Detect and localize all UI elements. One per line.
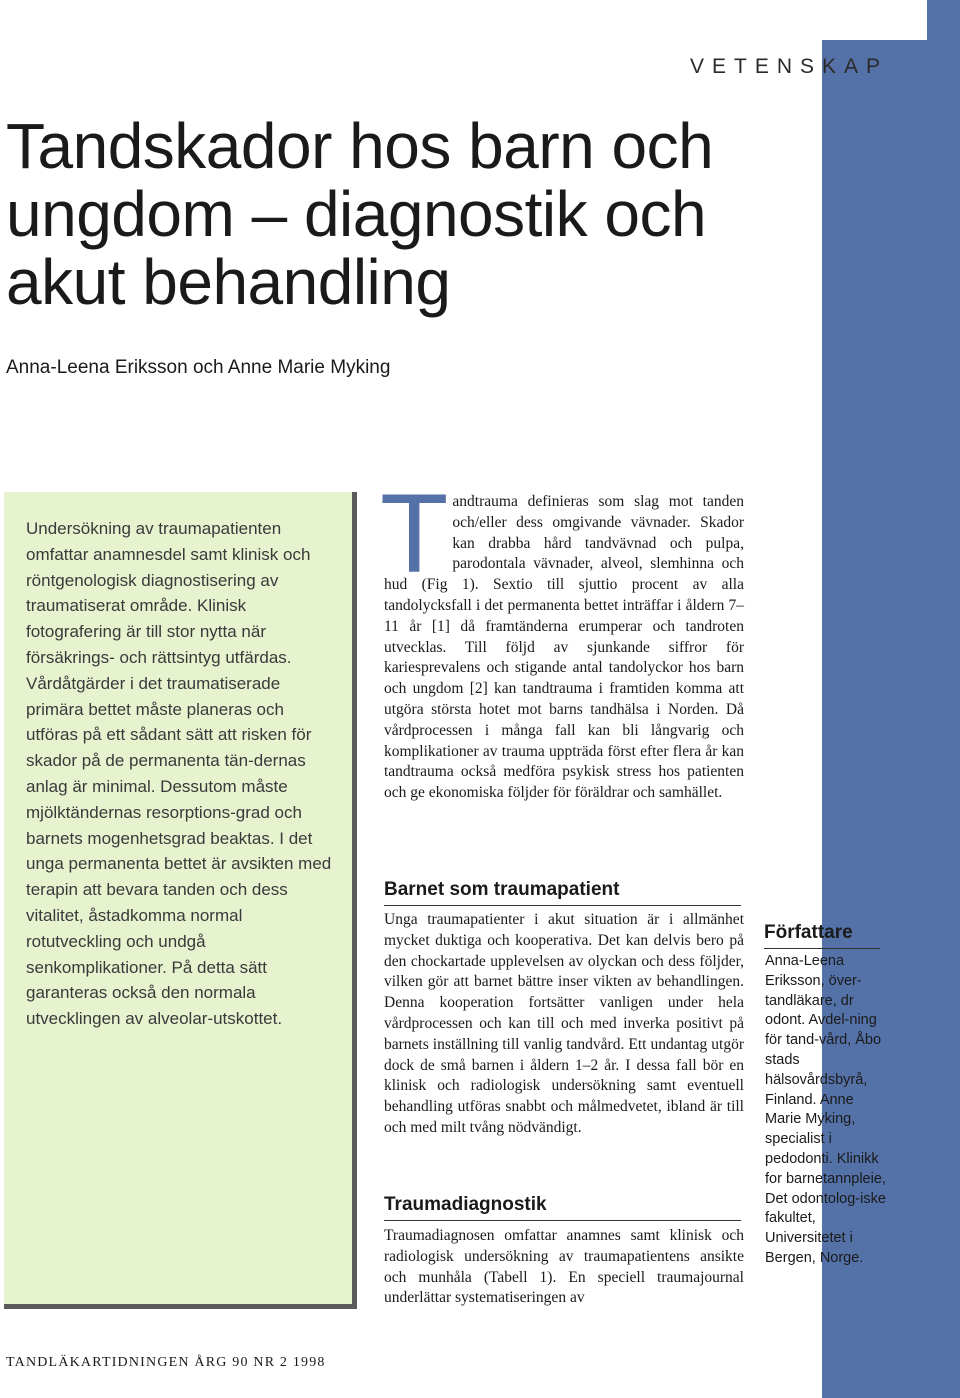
summary-text: Undersökning av traumapatienten omfattar anamnesdel samt klinisk och röntgenologisk diagnostisering av traumatiserat område. Klinisk fotografering är till stor nytta när försäkrings- och rättsintyg utfärdas. Vårdåtgärder i det traumatiserade primära bettet måste planeras och utföras på ett sådant sätt att risken för skador på de permanenta tän-dernas anlag är minimal. Dessutom måste mjölktändernas resorptions-grad och barnets mogenhetsgrad beaktas. I det unga permanenta bettet är avsikten med terapin att bevara tanden och dess vitalitet, åstadkomma normal rotutveckling och undgå senkomplikationer. På detta sätt garanteras också den normala utvecklingen av alveolar-utskottet. [26, 519, 332, 1029]
author-box-text: Anna-Leena Eriksson, över-tandläkare, dr odont. Avdel-ning för tand-vård, Åbo stads hälsovårdsbyrå, Finland. Anne Marie Myking, specialist i pedodonti. Klinikk for barnetannpleie, Det odontolog-iske fakultet, Universitetet i Bergen, Norge. [765, 953, 886, 1266]
author-box-heading: Författare [764, 922, 880, 949]
section-text-traumadiagnostik: Traumadiagnosen omfattar anamnes samt klinisk och radiologisk undersökning av traumapatientens ansikte och munhåla (Tabell 1). En speciell traumajournal underlättar systematiseringen av [384, 1227, 744, 1307]
intro-column [380, 471, 744, 804]
intro-paragraph [380, 471, 744, 804]
section-body-barnet [384, 910, 744, 1139]
section-body-traumadiagnostik [384, 1226, 744, 1309]
drop-cap: T [380, 471, 449, 596]
intro-text: andtrauma definieras som slag mot tanden och/eller dess omgivande vävnader. Skador kan drabba hård tandvävnad och pulpa, parodontala vävnader, alveol, slemhinna och hud (Fig 1). Sextio till sjuttio procent av alla tandolycksfall i det permanenta bettet inträffar i åldern 7–11 år [1] då framtänderna erumperar och tandroten utvecklas. Till följd av sjunkande siffror för kariesprevalens och stigande antal tandolyckor hos barn och ungdom [2] kan tandtrauma i framtiden komma att utgöra största hotet mot barns tandhälsa i Norden. Då vårdprocessen i många fall kan bli långvarig och komplikationer av trauma uppträda först efter flera år kan tandtrauma också medföra psykisk stress hos patienten och ge ekonomiska följder för föräldrar och samhället. [384, 493, 744, 802]
side-bar-notch [822, 0, 927, 40]
section-text-barnet: Unga traumapatienter i akut situation är i allmänhet mycket duktiga och kooperativa. Det kan delvis bero på den chockartade upplevelsen av olyckan och dess följder, vilken gör att barnet bättre inser vikten av behandlingen. Denna kooperation fortsätter vanligen under hela vårdprocessen och kan till och med inverka positivt på barnets inställning till vanlig tandvård. Ett undantag utgör dock de små barnen i åldern 1–2 år. I dessa fall bör en klinisk och radiologisk undersökning samt eventuell behandling utföras snabbt och målmedvetet, ibland är till och med milt tvång nödvändigt. [384, 911, 744, 1136]
section-label: VETENSKAP [690, 55, 889, 78]
page-footer: TANDLÄKARTIDNINGEN ÅRG 90 NR 2 1998 [6, 1355, 326, 1370]
article-authors: Anna-Leena Eriksson och Anne Marie Myking [6, 357, 391, 378]
section-heading-barnet: Barnet som traumapatient [384, 879, 741, 906]
article-title: Tandskador hos barn och ungdom – diagnostik och akut behandling [6, 110, 714, 318]
section-heading-traumadiagnostik: Traumadiagnostik [384, 1194, 741, 1221]
